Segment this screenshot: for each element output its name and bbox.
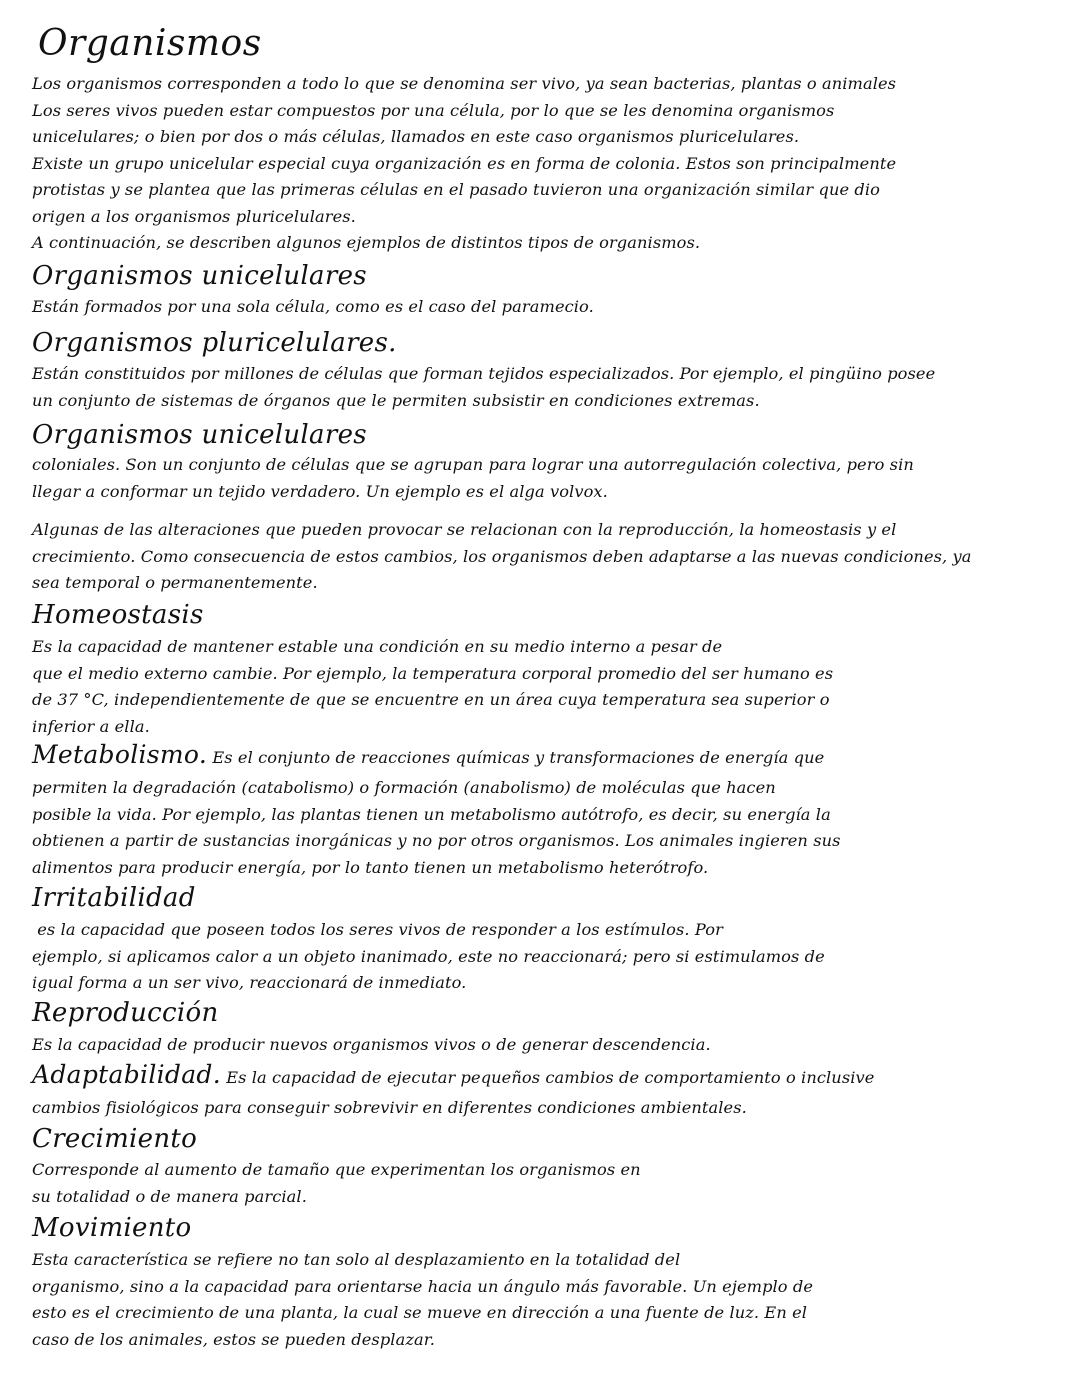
heading-crecimiento: Crecimiento — [32, 1124, 198, 1154]
heading-homeostasis: Homeostasis — [32, 600, 204, 630]
page-title: Organismos — [38, 23, 262, 64]
metabolismo-first-line-text: Es el conjunto de reacciones químicas y transformaciones de energía que — [207, 748, 825, 767]
alteraciones-paragraph: Algunas de las alteraciones que pueden provocar se relacionan con la reproducción, la homeostasis y el crecimiento. Como consecuencia de estos cambios, los organismos deben adaptarse a las nuevas condiciones, ya sea temporal o permanentemente. — [32, 520, 972, 592]
heading-metabolismo: Metabolismo. — [32, 740, 208, 769]
heading-coloniales: Organismos unicelulares — [32, 420, 367, 450]
pluricelulares-text: Están constituidos por millones de células que forman tejidos especializados. Por ejemplo, el pingüino posee un conjunto de sistemas de órganos que le permiten subsistir en condiciones extremas. — [32, 364, 936, 410]
heading-irritabilidad: Irritabilidad — [32, 883, 196, 913]
heading-adaptabilidad: Adaptabilidad. — [32, 1060, 221, 1089]
heading-movimiento: Movimiento — [32, 1213, 192, 1243]
metabolismo-text: permiten la degradación (catabolismo) o formación (anabolismo) de moléculas que hacen posible la vida. Por ejemplo, las plantas tienen un metabolismo autótrofo, es decir, su energía la obtienen a partir de sustancias inorgánicas y no por otros organismos. Los animales ingieren sus alimentos para producir energía, por lo tanto tienen un metabolismo heterótrofo. — [32, 778, 841, 877]
adaptabilidad-first-line — [32, 1062, 874, 1092]
reproduccion-text: Es la capacidad de producir nuevos organismos vivos o de generar descendencia. — [32, 1035, 711, 1054]
irritabilidad-text: es la capacidad que poseen todos los seres vivos de responder a los estímulos. Por ejemplo, si aplicamos calor a un objeto inanimado, este no reaccionará; pero si estimulamos de igual forma a un ser vivo, reaccionará de inmediato. — [32, 920, 825, 992]
adaptabilidad-text: cambios fisiológicos para conseguir sobrevivir en diferentes condiciones ambientales. — [32, 1098, 747, 1117]
coloniales-text: coloniales. Son un conjunto de células que se agrupan para lograr una autorregulación colectiva, pero sin llegar a conformar un tejido verdadero. Un ejemplo es el alga volvox. — [32, 455, 914, 501]
heading-pluricelulares: Organismos pluricelulares. — [32, 328, 397, 358]
adaptabilidad-first-line-text: Es la capacidad de ejecutar pequeños cambios de comportamiento o inclusive — [220, 1068, 875, 1087]
unicelulares-text: Están formados por una sola célula, como es el caso del paramecio. — [32, 297, 594, 316]
homeostasis-text: Es la capacidad de mantener estable una condición en su medio interno a pesar de que el medio externo cambie. Por ejemplo, la temperatura corporal promedio del ser humano es de 37 °C, independientemente de que se encuentre en un área cuya temperatura sea superior o inferior a ella. — [32, 637, 834, 736]
crecimiento-text: Corresponde al aumento de tamaño que experimentan los organismos en su totalidad o de manera parcial. — [32, 1160, 641, 1206]
movimiento-text: Esta característica se refiere no tan solo al desplazamiento en la totalidad del organismo, sino a la capacidad para orientarse hacia un ángulo más favorable. Un ejemplo de esto es el crecimiento de una planta, la cual se mueve en dirección a una fuente de luz. En el caso de los animales, estos se pueden desplazar. — [32, 1250, 814, 1349]
heading-unicelulares: Organismos unicelulares — [32, 261, 367, 291]
intro-paragraph: Los organismos corresponden a todo lo que se denomina ser vivo, ya sean bacterias, plantas o animales Los seres vivos pueden estar compuestos por una célula, por lo que se les denomina organismos unicelulares; o bien por dos o más células, llamados en este caso organismos pluricelulares. Existe un grupo unicelular especial cuya organización es en forma de colonia. Estos son principalmente protistas y se plantea que las primeras células en el pasado tuvieron una organización similar que dio origen a los organismos pluricelulares. A continuación, se describen algunos ejemplos de distintos tipos de organismos. — [32, 74, 897, 252]
metabolismo-first-line — [32, 742, 824, 772]
heading-reproduccion: Reproducción — [32, 998, 219, 1028]
